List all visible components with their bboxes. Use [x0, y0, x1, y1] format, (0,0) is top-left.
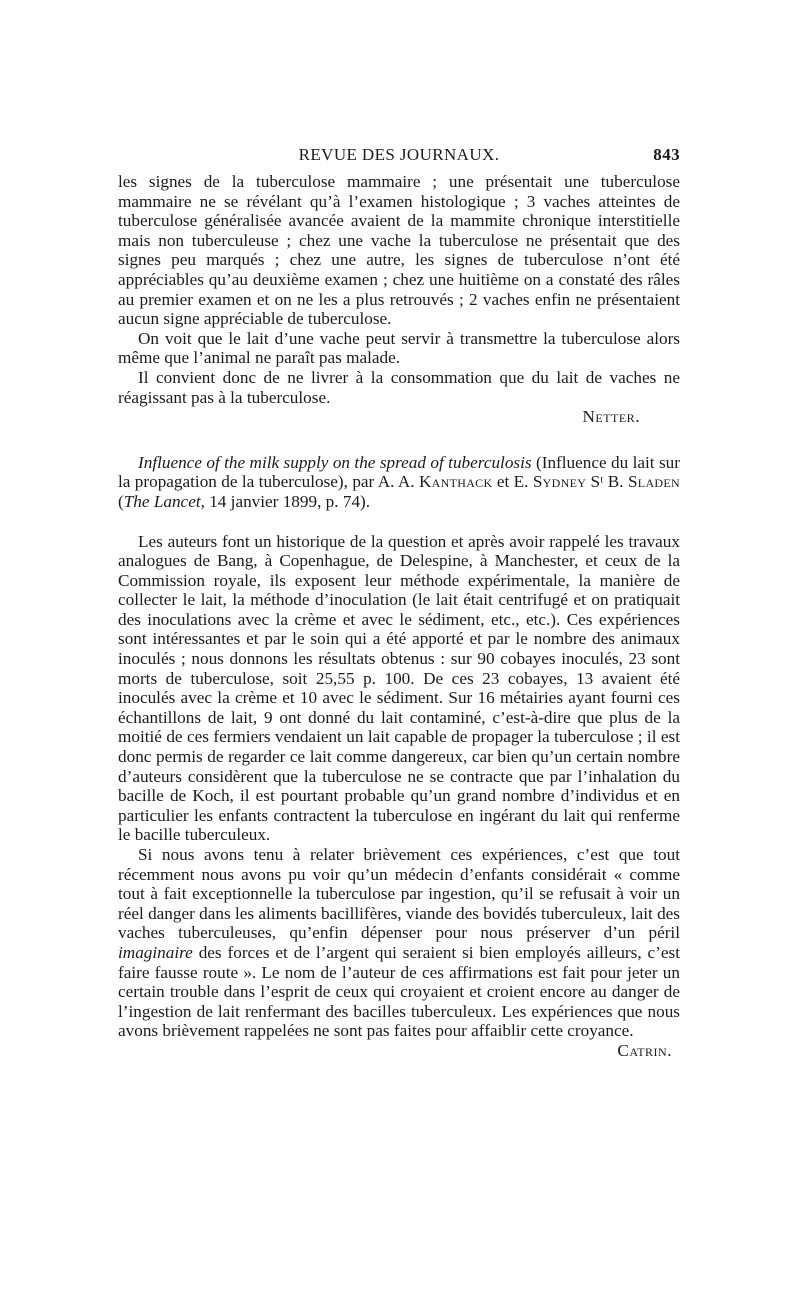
running-title: REVUE DES JOURNAUX.: [298, 145, 500, 164]
running-header: [118, 145, 680, 171]
article-title-english: Influence of the milk supply on the spread of tuberculosis: [138, 452, 532, 472]
article-citation: [118, 453, 680, 512]
discussion-text: Si nous avons tenu à relater brièvement ces expériences, c’est que tout récemment nous avons pu voir qu’un médecin d’enfants considérait « comme tout à fait exceptionnelle la tuberculose par ingestion, qu’il se refusait à voir un réel danger dans les aliments bacillifères, viande des bovidés tuberculeux, lait des vaches tuberculeuses, qu’enfin dépenser pour nous préserver d’un péril: [118, 845, 680, 943]
emphasis-imaginaire: imaginaire: [118, 942, 193, 962]
citation-text: Sᵗ B.: [586, 472, 628, 492]
paragraph-experiments: Les auteurs font un historique de la question et après avoir rappelé les travaux analogues de Bang, à Copenhague, de Delespine, à Manchester, et ceux de la Commission royale, ils exposent leur méthode expérimentale, la manière de collecter le lait, la méthode d’inoculation (le lait était centrifugé et on pratiquait des inoculations avec la crème et avec le sédiment, etc., etc.). Ces expériences sont intéressantes et par le soin qui a été apporté et par le nombre des animaux inoculés ; nous donnons les résultats obtenus : sur 90 cobayes inoculés, 23 sont morts de tuberculose, soit 25,55 p. 100. De ces 23 cobayes, 13 avaient été inoculés avec la crème et 10 avec le sédiment. Sur 16 métairies ayant fourni ces échantillons de lait, 9 ont donné du lait contaminé, c’est-à-dire que plus de la moitié de ces fermiers vendaient un lait capable de propager la tuberculose ; il est donc permis de regarder ce lait comme dangereux, car bien qu’un certain nombre d’auteurs considèrent que la tuberculose ne se contracte que par l’inhalation du bacille de Koch, il est pourtant probable qu’un grand nombre d’individus et en particulier les enfants contractent la tuberculose en ingérant du lait qui renferme le bacille tuberculeux.: [118, 531, 680, 845]
paragraph-recommendation: [118, 368, 680, 427]
paragraph-discussion: [118, 845, 680, 1041]
paragraph-continued: les signes de la tuberculose mammaire ; une présentait une tuberculose mammaire ne se révélant qu’à l’examen histologique ; 3 vaches atteintes de tuberculose généralisée avancée avaient de la mammite chronique interstitielle mais non tuberculeuse ; chez une vache la tuberculose ne présentait que des signes peu marqués ; chez une autre, les signes de tuberculose n’ont été appréciables qu’au deuxième examen ; chez une huitième on a constaté des râles au premier examen et on ne les a plus retrouvés ; 2 vaches enfin ne présentaient aucun signe appréciable de tuberculose.: [118, 172, 680, 329]
citation-text: et E.: [492, 472, 533, 492]
signature-catrin: Catrin.: [617, 1040, 672, 1060]
paragraph-conclusion: On voit que le lait d’une vache peut servir à transmettre la tuberculose alors même que l’animal ne paraît pas malade.: [118, 328, 680, 368]
section-spacer: [118, 512, 680, 532]
author-sladen: Sladen: [627, 472, 680, 492]
page-number: 843: [653, 145, 680, 164]
discussion-text: des forces et de l’argent qui seraient si bien employés ailleurs, c’est faire fausse route ». Le nom de l’auteur de ces affirmations est fait pour jeter un certain trouble dans l’esprit de ceux qui croyaient et croient encore au danger de l’ingestion de lait renfermant des bacilles tuberculeux. Les expériences que nous avons brièvement rappelées ne sont pas faites pour affaiblir cette croyance.: [118, 942, 680, 1041]
recommendation-text: Il convient donc de ne livrer à la consommation que du lait de vaches ne réagissant pas à la tuberculose.: [118, 367, 680, 407]
page-body: [118, 172, 680, 1061]
citation-reference: , 14 janvier 1899, p. 74).: [200, 491, 371, 511]
author-kanthack: Kanthack: [418, 472, 493, 492]
citation-text: (: [118, 491, 124, 511]
citation-text: (Influence du lait sur la propagation de la tuberculose), par A. A.: [118, 452, 680, 492]
signature-netter: Netter.: [582, 407, 640, 427]
journal-name: The Lancet: [123, 491, 201, 511]
section-spacer: [118, 427, 680, 453]
author-sydney: Sydney: [532, 472, 587, 492]
